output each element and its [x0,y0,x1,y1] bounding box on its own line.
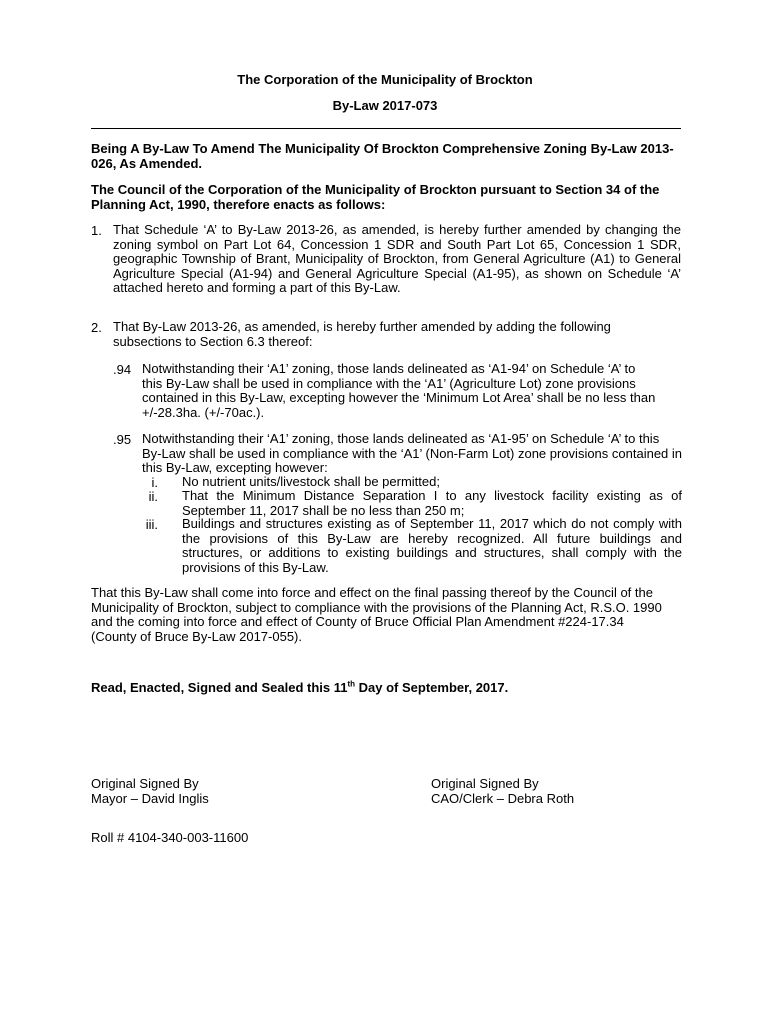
item-number: 2. [91,320,102,335]
subsection-number: .95 [113,432,132,447]
condition-number: iii. [145,517,158,532]
item-number: 1. [91,223,102,238]
condition-number: ii. [148,489,158,504]
signature-block-clerk [431,777,574,806]
subsection-number: .94 [113,362,132,377]
roll-number: Roll # 4104-340-003-11600 [91,830,249,845]
subsection-text: Notwithstanding their ‘A1’ zoning, those lands delineated as ‘A1-94’ on Schedule ‘A’ to this By-Law shall be used in compliance with the ‘A1’ (Agriculture Lot) zone provisions contained in this By-Law, excepting however the ‘Minimum Lot Area’ shall be no less than +/-28.3ha. (+/-70ac.). [142,361,656,420]
item-text: That Schedule ‘A’ to By-Law 2013-26, as amended, is hereby further amended by changing the zoning symbol on Part Lot 64, Concession 1 SDR and South Part Lot 65, Concession 1 SDR, geographic Township of Brant, Municipality of Brockton, from General Agriculture (A1) to General Agriculture Special (A1-94) and General Agriculture Special (A1-95), as shown on Schedule ‘A’ attached hereto and forming a part of this By-Law. [113,222,681,295]
enactment-statement [91,680,681,695]
signature-line: Original Signed By [91,776,199,791]
signature-line: Original Signed By [431,776,539,791]
subsection-text: Notwithstanding their ‘A1’ zoning, those lands delineated as ‘A1-95’ on Schedule ‘A’ to this By-Law shall be used in compliance with the ‘A1’ (Non-Farm Lot) zone provisions contained in this By-Law, excepting however: [142,431,683,475]
closing-paragraph: That this By-Law shall come into force and effect on the final passing thereof by the Council of the Municipality of Brockton, subject to compliance with the provisions of the Planning Act, R.S.O. 1990 and the coming into force and effect of County of Bruce Official Plan Amendment #224-17.34 (County of Bruce By-Law 2017-055). [91,585,662,644]
bylaw-title: Being A By-Law To Amend The Municipality Of Brockton Comprehensive Zoning By-Law 2013-026, As Amended. [91,141,674,171]
signature-block-mayor [91,777,209,806]
corporation-heading: The Corporation of the Municipality of Brockton [237,72,533,87]
signature-name: CAO/Clerk – Debra Roth [431,790,575,806]
enacting-clause: The Council of the Corporation of the Municipality of Brockton pursuant to Section 34 of the Planning Act, 1990, therefore enacts as follows: [91,182,660,212]
condition-text: Buildings and structures existing as of September 11, 2017 which do not comply with the provisions of this By-Law are hereby recognized. All future buildings and structures, or additions to existing buildings and structures, shall comply with the provisions of this By-Law. [182,516,682,575]
condition-text: That the Minimum Distance Separation I to any livestock facility existing as of September 11, 2017 shall be no less than 250 m; [182,488,682,518]
signature-name: Mayor – David Inglis [91,790,209,806]
condition-number: i. [151,475,158,490]
bylaw-number: By-Law 2017-073 [332,98,438,113]
enactment-suffix: Day of September, 2017. [355,680,509,695]
header-divider [91,128,681,129]
enactment-prefix: Read, Enacted, Signed and Sealed this 11 [91,680,348,695]
enactment-superscript: th [347,679,356,689]
condition-text: No nutrient units/livestock shall be permitted; [182,474,440,489]
item-text: That By-Law 2013-26, as amended, is hereby further amended by adding the following subsections to Section 6.3 thereof: [113,319,611,349]
